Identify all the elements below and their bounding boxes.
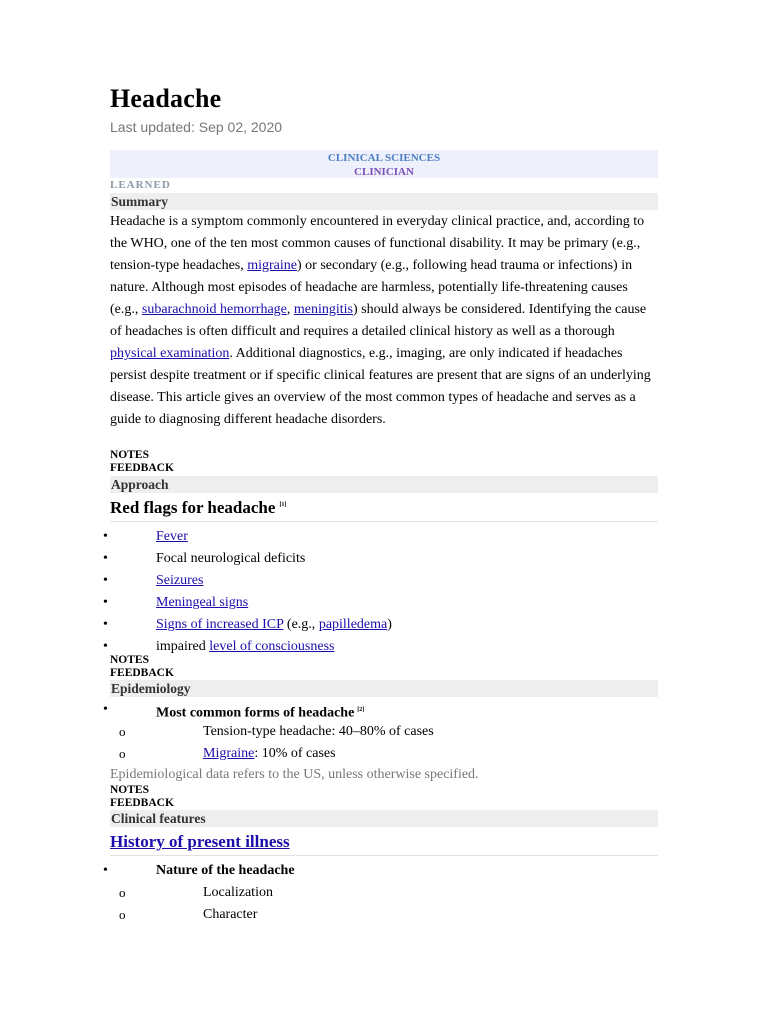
bullet-icon: • [103,617,108,632]
summary-text-3: , [286,302,294,317]
localization-text: Localization [203,885,273,900]
red-flags-title: Red flags for headache [110,498,276,517]
bullet-icon: • [103,573,108,588]
link-migraine[interactable]: migraine [247,258,297,273]
icp-text: (e.g., [283,617,319,632]
forms-label: Most common forms of headache [156,705,355,721]
link-history-of-present-illness[interactable]: History of present illness [110,832,290,851]
reference-1[interactable]: [1] [279,502,287,509]
link-papilledema[interactable]: papilledema [318,617,388,632]
list-item [103,699,658,721]
red-flags-heading [110,498,658,522]
learned-label[interactable]: LEARNED [110,179,171,191]
list-item [103,614,658,636]
summary-text-5: . Additional diagnostics, e.g., imaging, are only indicated if headaches persist despite treatment or if specific clinical features are present that are signs of an underlying disease. This article gives an overview of the most common types of headache and serves as a guide to diagnosing different headache disorders. [110,346,651,427]
circle-bullet-icon: o [119,746,126,761]
tension-type-text: Tension-type headache: 40–80% of cases [203,724,434,739]
feedback-button[interactable]: FEEDBACK [110,797,174,809]
summary-text-1: Headache is a symptom commonly encountered in everyday clinical practice, and, according to the WHO, one of the ten most common causes of functional disability. It may be primary (e.g., tension-type headaches, [110,214,645,273]
bullet-icon: • [103,551,108,566]
focal-deficits-text: Focal neurological deficits [156,551,306,566]
summary-text-2: ) or secondary (e.g., following head trauma or infections) in nature. Although most episodes of headache are harmless, potentially life-threatening causes (e.g., [110,258,633,317]
bullet-icon: • [103,639,108,654]
section-approach-heading: Approach [111,477,169,492]
icp-text-end: ) [387,617,392,632]
list-item [103,570,658,592]
last-updated: Last updated: Sep 02, 2020 [110,119,283,135]
section-summary[interactable] [110,193,658,210]
list-item [103,592,658,614]
circle-bullet-icon: o [119,907,126,922]
red-flags-list [103,526,658,658]
migraine-text: : 10% of cases [254,746,336,761]
link-meningeal-signs[interactable]: Meningeal signs [156,595,249,610]
nature-label: Nature of the headache [156,863,295,878]
category-bar [110,150,658,178]
list-item [110,882,658,904]
history-heading [110,832,658,856]
bullet-icon: • [103,863,108,878]
list-item [103,860,658,882]
list-item [103,548,658,570]
link-physical-examination[interactable]: physical examination [110,346,230,361]
bullet-icon: • [103,702,108,717]
circle-bullet-icon: o [119,885,126,900]
epidemiology-sublist [110,721,658,765]
list-item [103,526,658,548]
feedback-button[interactable]: FEEDBACK [110,667,174,679]
link-seizures[interactable]: Seizures [156,573,204,588]
notes-button[interactable]: NOTES [110,784,149,796]
reference-2[interactable]: [2] [357,707,365,713]
list-item [110,904,658,926]
page-title: Headache [110,84,222,113]
link-migraine-epi[interactable]: Migraine [203,746,255,761]
section-clinical-features-heading: Clinical features [111,811,206,826]
epidemiology-note: Epidemiological data refers to the US, unless otherwise specified. [110,767,479,782]
link-meningitis[interactable]: meningitis [293,302,354,317]
section-epidemiology[interactable] [110,680,658,697]
circle-bullet-icon: o [119,724,126,739]
summary-paragraph [110,211,658,431]
section-approach[interactable] [110,476,658,493]
category-clinical-sciences[interactable]: CLINICAL SCIENCES [327,152,441,164]
clinical-sublist [110,882,658,926]
list-item [103,636,658,658]
epidemiology-list [103,699,658,721]
category-clinician[interactable]: CLINICIAN [354,166,414,178]
character-text: Character [203,907,258,922]
feedback-button[interactable]: FEEDBACK [110,462,174,474]
link-level-of-consciousness[interactable]: level of consciousness [209,639,335,654]
link-increased-icp[interactable]: Signs of increased ICP [156,617,284,632]
section-clinical-features[interactable] [110,810,658,827]
notes-button[interactable]: NOTES [110,654,149,666]
summary-text-4: ) should always be considered. Identifying the cause of headaches is often difficult and requires a detailed clinical history as well as a thorough [110,302,647,339]
section-summary-heading: Summary [111,194,168,209]
section-epidemiology-heading: Epidemiology [111,681,191,696]
link-subarachnoid-hemorrhage[interactable]: subarachnoid hemorrhage [141,302,287,317]
notes-button[interactable]: NOTES [110,449,149,461]
list-item [110,721,658,743]
link-fever[interactable]: Fever [156,529,188,544]
clinical-list [103,860,658,882]
list-item [110,743,658,765]
consciousness-text: impaired [156,639,210,654]
bullet-icon: • [103,595,108,610]
bullet-icon: • [103,529,108,544]
